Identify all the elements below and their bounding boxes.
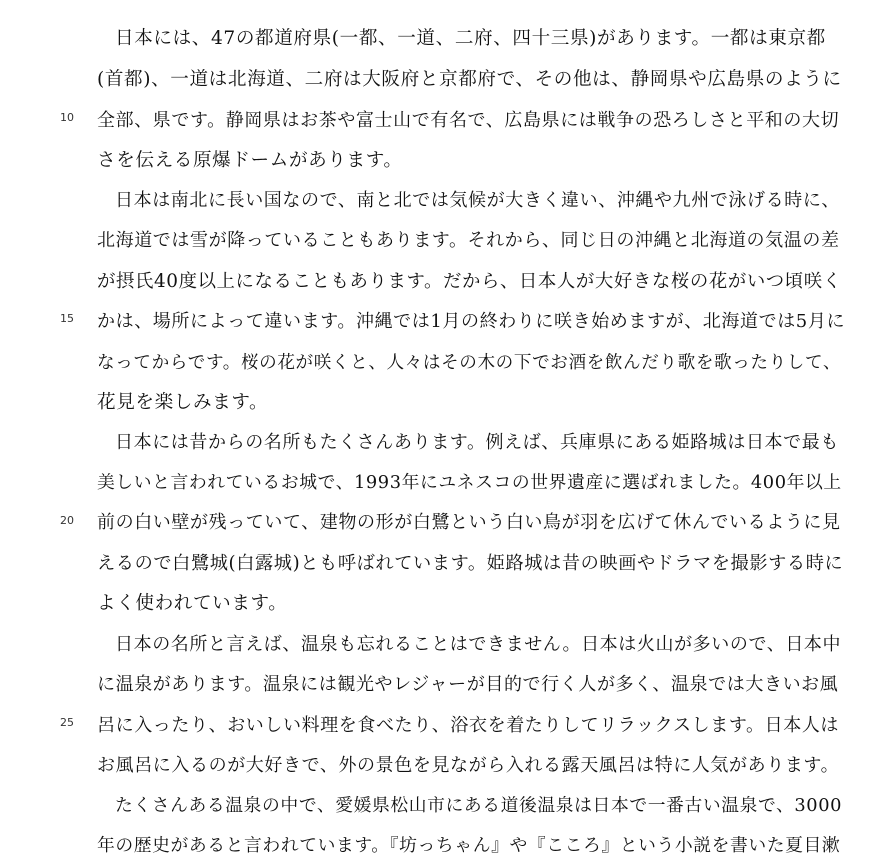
text-line: 日本の名所と言えば、温泉も忘れることはできません。日本は火山が多いので、日本中 [115, 634, 842, 655]
text-line: よく使われています。 [97, 593, 288, 614]
line-number: 15 [60, 312, 74, 325]
text-line: 年の歴史があると言われています。『坊っちゃん』や『こころ』という小説を書いた夏目漱 [97, 835, 841, 856]
text-line: 日本は南北に長い国なので、南と北では気候が大きく違い、沖縄や九州で泳げる時に、 [115, 190, 841, 211]
text-line: 日本には、47の都道府県(一都、一道、二府、四十三県)があります。一都は東京都 [115, 28, 826, 49]
line-number: 25 [60, 716, 74, 729]
text-line: 日本には昔からの名所もたくさんあります。例えば、兵庫県にある姫路城は日本で最も [115, 432, 839, 453]
text-line: たくさんある温泉の中で、愛媛県松山市にある道後温泉は日本で一番古い温泉で、3000 [115, 795, 843, 816]
text-line: 全部、県です。静岡県はお茶や富士山で有名で、広島県には戦争の恐ろしさと平和の大切 [97, 110, 840, 131]
text-line: 呂に入ったり、おいしい料理を食べたり、浴衣を着たりしてリラックスします。日本人は [97, 715, 840, 736]
text-line: 前の白い壁が残っていて、建物の形が白鷺という白い鳥が羽を広げて休んでいるように見 [97, 512, 841, 533]
text-line: かは、場所によって違います。沖縄では1月の終わりに咲き始めますが、北海道では5月に [97, 311, 846, 332]
text-line: なってからです。桜の花が咲くと、人々はその木の下でお酒を飲んだり歌を歌ったりして、 [97, 353, 842, 373]
text-line: お風呂に入るのが大好きで、外の景色を見ながら入れる露天風呂は特に人気があります。 [97, 755, 840, 776]
line-number: 10 [60, 111, 74, 124]
text-line: さを伝える原爆ドームがあります。 [97, 150, 403, 171]
text-line: えるので白鷺城(白露城)とも呼ばれています。姫路城は昔の映画やドラマを撮影する時に [97, 553, 844, 574]
text-line: 北海道では雪が降っていることもあります。それから、同じ日の沖縄と北海道の気温の差 [97, 230, 840, 251]
text-line: が摂氏40度以上になることもあります。だから、日本人が大好きな桜の花がいつ頃咲く [97, 271, 842, 292]
text-line: 美しいと言われているお城で、1993年にユネスコの世界遺産に選ばれました。400年以上 [97, 472, 842, 493]
text-line: (首都)、一道は北海道、二府は大阪府と京都府で、その他は、静岡県や広島県のように [97, 69, 842, 90]
line-number: 20 [60, 514, 74, 527]
text-line: 花見を楽しみます。 [97, 392, 269, 413]
text-line: に温泉があります。温泉には観光やレジャーが目的で行く人が多く、温泉では大きいお風 [97, 674, 839, 695]
